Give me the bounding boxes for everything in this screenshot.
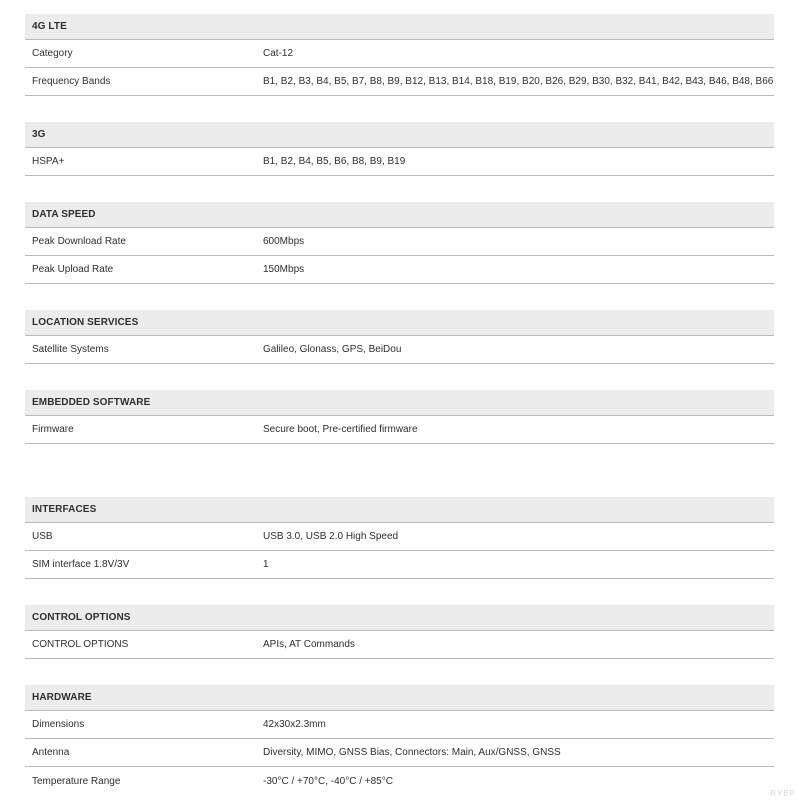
spec-value: 42x30x2.3mm [263, 719, 326, 730]
section-spacer [25, 444, 774, 497]
spec-value: Cat-12 [263, 48, 294, 59]
spec-value: APIs, AT Commands [263, 639, 355, 650]
spec-value: B1, B2, B3, B4, B5, B7, B8, B9, B12, B13, B14, B18, B19, B20, B26, B29, B30, B32, B41, B42, B43, B46, B48, B66 [263, 76, 774, 87]
spec-value: 1 [263, 559, 269, 570]
section-spacer [25, 659, 774, 685]
section-3g [25, 122, 774, 176]
section-header: INTERFACES [25, 497, 774, 523]
section-header: EMBEDDED SOFTWARE [25, 390, 774, 416]
spec-value: Secure boot, Pre-certified firmware [263, 424, 418, 435]
section-4g-lte [25, 14, 774, 96]
spec-value: 600Mbps [263, 236, 305, 247]
section-header: LOCATION SERVICES [25, 310, 774, 336]
spec-row-antenna [25, 739, 774, 767]
spec-row-category [25, 40, 774, 68]
spec-label: Antenna [32, 747, 70, 758]
section-header: 4G LTE [25, 14, 774, 40]
spec-row-control-options [25, 631, 774, 659]
spec-table [25, 14, 774, 795]
spec-value: B1, B2, B4, B5, B6, B8, B9, B19 [263, 156, 406, 167]
spec-label: Peak Download Rate [32, 236, 126, 247]
section-spacer [25, 284, 774, 310]
spec-value: -30°C / +70°C, -40°C / +85°C [263, 775, 393, 787]
spec-value: Diversity, MIMO, GNSS Bias, Connectors: Main, Aux/GNSS, GNSS [263, 747, 561, 758]
spec-label: SIM interface 1.8V/3V [32, 559, 130, 570]
watermark: RYEP [770, 789, 796, 798]
section-embedded-software [25, 390, 774, 444]
spec-value: USB 3.0, USB 2.0 High Speed [263, 531, 399, 542]
spec-row-dimensions [25, 711, 774, 739]
spec-value: Galileo, Glonass, GPS, BeiDou [263, 344, 402, 355]
section-spacer [25, 176, 774, 202]
section-interfaces [25, 497, 774, 579]
section-spacer [25, 579, 774, 605]
spec-label: USB [32, 531, 53, 542]
spec-label: Peak Upload Rate [32, 264, 114, 275]
spec-row-hspa [25, 148, 774, 176]
section-header: 3G [25, 122, 774, 148]
spec-row-usb [25, 523, 774, 551]
spec-label: Satellite Systems [32, 344, 109, 355]
spec-row-peak-upload [25, 256, 774, 284]
spec-row-firmware [25, 416, 774, 444]
section-header: DATA SPEED [25, 202, 774, 228]
spec-row-temperature-range [25, 767, 774, 795]
section-spacer [25, 96, 774, 122]
spec-row-peak-download [25, 228, 774, 256]
spec-label: Firmware [32, 424, 74, 435]
section-header: HARDWARE [25, 685, 774, 711]
spec-row-sim-interface [25, 551, 774, 579]
section-location-services [25, 310, 774, 364]
section-spacer [25, 364, 774, 390]
spec-label: HSPA+ [32, 156, 65, 167]
spec-label: Category [32, 48, 73, 59]
spec-label: Dimensions [32, 719, 85, 730]
section-control-options [25, 605, 774, 659]
section-data-speed [25, 202, 774, 284]
spec-row-frequency-bands [25, 68, 774, 96]
section-header: CONTROL OPTIONS [25, 605, 774, 631]
spec-value: 150Mbps [263, 264, 305, 275]
section-hardware [25, 685, 774, 795]
spec-label: Temperature Range [32, 775, 121, 787]
spec-label: CONTROL OPTIONS [32, 639, 129, 650]
spec-row-satellite-systems [25, 336, 774, 364]
spec-label: Frequency Bands [32, 76, 111, 87]
